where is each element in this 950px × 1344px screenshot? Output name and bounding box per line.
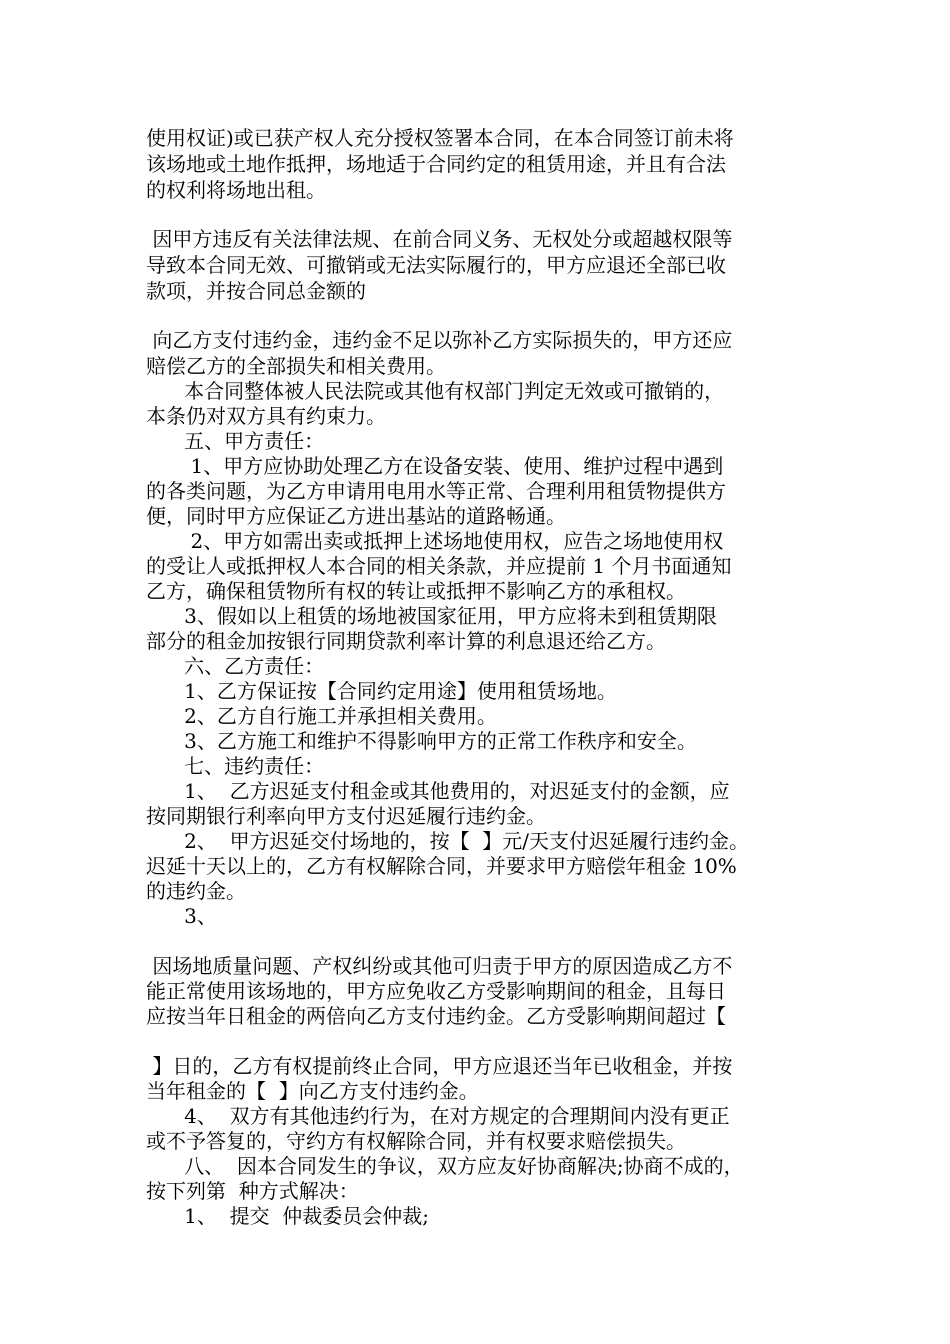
text-line: 因甲方违反有关法律法规、在前合同义务、无权处分或超越权限等: [146, 227, 733, 251]
text-line: 1、乙方保证按【合同约定用途】使用租赁场地。: [146, 679, 617, 703]
text-line: 2、甲方如需出卖或抵押上述场地使用权，应告之场地使用权: [146, 529, 724, 553]
text-line: 3、假如以上租赁的场地被国家征用，甲方应将未到租赁期限: [146, 604, 717, 628]
text-line: 款项，并按合同总金额的: [146, 279, 366, 303]
text-line: 的违约金。: [146, 879, 246, 903]
text-line: 的各类问题，为乙方申请用电用水等正常、合理利用租赁物提供方: [146, 479, 726, 503]
text-line: 2、乙方自行施工并承担相关费用。: [146, 704, 497, 728]
section-heading: 五、甲方责任：: [146, 429, 325, 453]
text-line: 的受让人或抵押权人本合同的相关条款，并应提前 1 个月书面通知: [146, 554, 732, 578]
section-heading: 八、 因本合同发生的争议，双方应友好协商解决;协商不成的，: [146, 1154, 744, 1178]
text-line: 使用权证)或已获产权人充分授权签署本合同，在本合同签订前未将: [146, 126, 734, 150]
text-line: 3、: [146, 904, 217, 928]
text-line: 或不予答复的，守约方有权解除合同，并有权要求赔偿损失。: [146, 1129, 686, 1153]
section-heading: 六、乙方责任：: [146, 654, 325, 678]
text-line: 1、甲方应协助处理乙方在设备安装、使用、维护过程中遇到: [146, 454, 724, 478]
text-line: 按同期银行利率向甲方支付迟延履行违约金。: [146, 804, 546, 828]
text-line: 3、乙方施工和维护不得影响甲方的正常工作秩序和安全。: [146, 729, 697, 753]
text-line: 应按当年日租金的两倍向乙方支付违约金。乙方受影响期间超过【: [146, 1004, 726, 1028]
text-line: 4、 双方有其他违约行为，在对方规定的合理期间内没有更正: [146, 1104, 730, 1128]
text-line: 该场地或土地作抵押，场地适于合同约定的租赁用途，并且有合法: [146, 152, 726, 176]
text-line: 因场地质量问题、产权纠纷或其他可归责于甲方的原因造成乙方不: [146, 954, 733, 978]
text-line: 2、 甲方迟延交付场地的，按【 】元/天支付迟延履行违约金。: [146, 829, 750, 853]
text-line: 导致本合同无效、可撤销或无法实际履行的，甲方应退还全部已收: [146, 253, 726, 277]
text-line: 按下列第 种方式解决：: [146, 1179, 359, 1203]
text-line: 1、 提交 仲裁委员会仲裁;: [146, 1204, 430, 1228]
text-line: 的权利将场地出租。: [146, 178, 326, 202]
text-line: 部分的租金加按银行同期贷款利率计算的利息退还给乙方。: [146, 629, 666, 653]
text-line: 赔偿乙方的全部损失和相关费用。: [146, 354, 446, 378]
text-line: 迟延十天以上的，乙方有权解除合同，并要求甲方赔偿年租金 10%: [146, 854, 737, 878]
text-line: 本条仍对双方具有约束力。: [146, 404, 386, 428]
text-line: 向乙方支付违约金，违约金不足以弥补乙方实际损失的，甲方还应: [146, 328, 733, 352]
text-line: 当年租金的【 】向乙方支付违约金。: [146, 1079, 479, 1103]
text-line: 】日的，乙方有权提前终止合同，甲方应退还当年已收租金，并按: [146, 1054, 733, 1078]
text-line: 1、 乙方迟延支付租金或其他费用的，对迟延支付的金额，应: [146, 779, 730, 803]
text-line: 能正常使用该场地的，甲方应免收乙方受影响期间的租金，且每日: [146, 979, 726, 1003]
section-heading: 七、违约责任：: [146, 754, 325, 778]
text-line: 便，同时甲方应保证乙方进出基站的道路畅通。: [146, 504, 566, 528]
text-line: 乙方，确保租赁物所有权的转让或抵押不影响乙方的承租权。: [146, 579, 686, 603]
text-line: 本合同整体被人民法院或其他有权部门判定无效或可撤销的，: [146, 379, 725, 403]
